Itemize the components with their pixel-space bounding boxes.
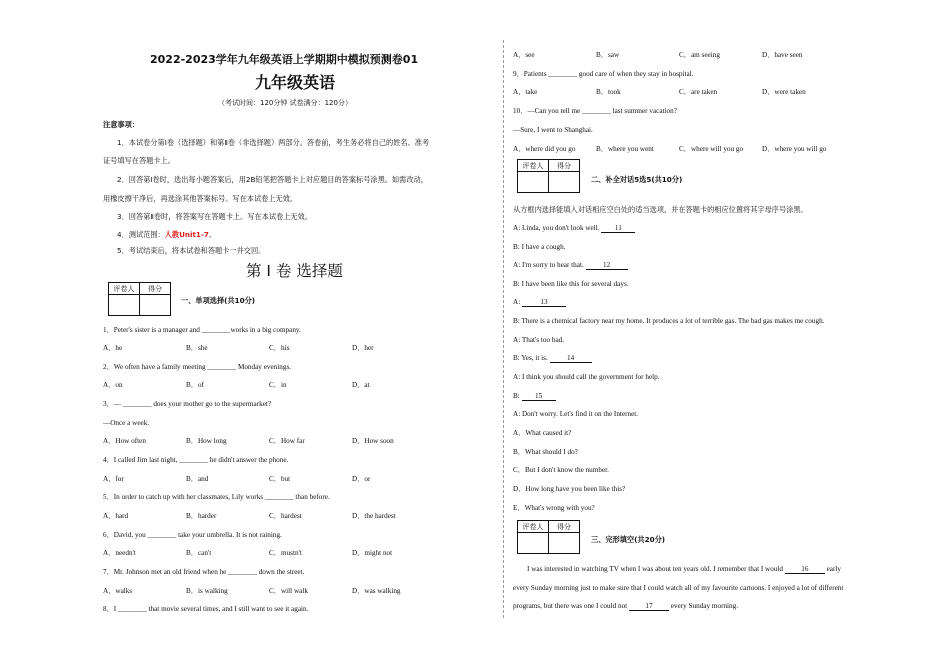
dialog-line-4: B: I have been like this for several days. [513,280,629,288]
question-3-option-c: C．How far [269,437,305,445]
grader-score-cell [549,533,580,554]
question-3-option-d: D．How soon [352,437,394,445]
section-1-heading: 一、单项选择(共10分) [181,296,256,305]
note-4 [117,230,216,239]
dialog-line-8: B: Yes, it is. 14 [513,354,592,363]
question-4-option-b: B．and [186,475,209,483]
note-1a: 1．本试卷分第Ⅰ卷（选择题）和第Ⅱ卷（非选择题）两部分。答卷前，考生务必将自己的姓名、准考 [117,138,430,147]
question-8-stem: 8．I ________ that movie several times, and I still want to see it again. [103,605,309,613]
grader-box-3 [517,520,580,554]
dialog-instructions: 从方框内选择能填入对话相应空白处的适当选项，并在答题卡的相应位置将其字母序号涂黑。 [513,205,808,214]
note-5: 5．考试结束后，将本试卷和答题卡一并交回。 [117,246,266,255]
question-10-stem: 10．—Can you tell me ________ last summer vacation? [513,107,677,115]
question-4-option-a: A．for [103,475,124,483]
question-7-option-b: B．is walking [186,587,228,595]
cloze-line-1: I was interested in watching TV when I was about ten years old. I remember that I would 16 early [527,565,841,573]
question-8-option-c: C．am seeing [679,51,720,59]
question-8-option-b: B．saw [596,51,620,59]
question-7-option-d: D．was walking [352,587,401,595]
dialog-option-e: E．What's wrong with you? [513,504,595,512]
question-2-option-d: D．at [352,381,370,389]
notes-heading: 注意事项： [103,120,139,129]
question-2-option-a: A．on [103,381,123,389]
question-1-option-c: C．his [269,344,290,352]
question-8-option-a: A．see [513,51,535,59]
test-range: 人教Unit1-7 [164,230,209,239]
grader-reviewer-label: 评卷人 [518,521,549,533]
section-2-heading: 二、补全对话5选5(共10分) [591,175,683,184]
question-1-option-a: A．he [103,344,123,352]
question-9-option-a: A．take [513,88,538,96]
question-10-option-c: C．where will you go [679,145,744,153]
question-5-option-a: A．hard [103,512,129,520]
question-2-stem: 2．We often have a family meeting ________ Monday evenings. [103,363,292,371]
grader-box-2 [517,159,580,193]
dialog-option-a: A．What caused it? [513,429,572,437]
grader-score-cell [140,295,171,316]
dialog-line-3: A: I'm sorry to hear that. 12 [513,261,628,270]
subject-title: 九年级英语 [255,73,336,92]
note-3: 3．回答第Ⅱ卷时，将答案写在答题卡上。写在本试卷上无效。 [117,212,312,221]
dialog-line-2: B: I have a cough. [513,243,566,251]
blank-12: 12 [586,261,628,270]
dialog-line-6: B: There is a chemical factory near my home. It produces a lot of terrible gas. The bad gas makes me cough. [513,317,825,325]
grader-reviewer-label: 评卷人 [518,160,549,172]
question-3-response: —Once a week. [103,419,150,427]
question-9-option-d: D．were taken [762,88,806,96]
question-4-option-d: D．or [352,475,371,483]
note-4-suffix: 。 [208,230,217,239]
question-4-option-c: C．but [269,475,291,483]
question-9-option-b: B．took [596,88,621,96]
grader-score-label: 得分 [140,283,171,295]
grader-box-1 [108,282,171,316]
dialog-line-7: A: That's too bad. [513,336,565,344]
question-1-stem: 1．Peter's sister is a manager and ________works in a big company. [103,326,301,334]
note-2a: 2．回答第Ⅰ卷时，选出每小题答案后，用2B铅笔把答题卡上对应题目的答案标号涂黑。如需改动， [117,175,428,184]
note-1b: 证号填写在答题卡上。 [103,156,175,165]
question-7-stem: 7．Mr. Johnson met an old friend when he ________ down the street. [103,568,305,576]
dialog-option-b: B．What should I do? [513,448,578,456]
note-4-prefix: 4．测试范围： [117,230,165,239]
dialog-line-5: A: 13 [513,298,566,307]
question-5-stem: 5．In order to catch up with her classmates, Lily works ________ than before. [103,493,330,501]
question-4-stem: 4．I called Jim last night, ________ he didn't answer the phone. [103,456,289,464]
blank-15: 15 [522,392,556,401]
question-1-option-d: D．her [352,344,374,352]
cloze-line-3: programs, but there was one I could not 17 every Sunday morning. [513,602,739,610]
question-3-option-a: A．How often [103,437,146,445]
blank-16: 16 [785,565,825,574]
question-5-option-d: D．the hardest [352,512,396,520]
question-5-option-c: C．hardest [269,512,302,520]
exam-title-line: 2022-2023学年九年级英语上学期期中模拟预测卷01 [150,53,419,66]
dialog-option-d: D．How long have you been like this? [513,485,626,493]
dialog-line-10: B: 15 [513,392,556,401]
question-10-option-d: D．where you will go [762,145,827,153]
blank-13: 13 [522,298,566,307]
question-10-response: —Sure, I went to Shanghai. [513,126,593,134]
question-6-option-c: C．mustn't [269,549,302,557]
question-3-option-b: B．How long [186,437,227,445]
question-1-option-b: B．she [186,344,208,352]
question-5-option-b: B．harder [186,512,217,520]
question-2-option-c: C．in [269,381,287,389]
grader-reviewer-cell [109,295,140,316]
exam-info: （考试时间：120分钟 试卷满分：120分） [218,99,352,107]
volume-title: 第 I 卷 选择题 [246,262,343,280]
cloze-line-2: every Sunday morning just to make sure that I could watch all of my favourite cartoons. I enjoyed a lot of different [513,584,844,592]
grader-reviewer-cell [518,172,549,193]
grader-score-label: 得分 [549,160,580,172]
grader-score-label: 得分 [549,521,580,533]
dialog-option-c: C．But I don't know the number. [513,466,609,474]
question-10-option-a: A．where did you go [513,145,576,153]
dialog-line-11: A: Don't worry. Let's find it on the Internet. [513,410,639,418]
question-6-stem: 6．David, you ________ take your umbrella. It is not raining. [103,531,282,539]
question-2-option-b: B．of [186,381,204,389]
section-3-heading: 三、完形填空(共20分) [591,535,666,544]
question-6-option-d: D．might not [352,549,393,557]
note-2b: 用橡皮擦干净后，再选涂其他答案标号。写在本试卷上无效。 [103,194,298,203]
blank-14: 14 [550,354,592,363]
question-7-option-c: C．will walk [269,587,308,595]
question-6-option-b: B．can't [186,549,212,557]
question-9-option-c: C．are taken [679,88,718,96]
question-7-option-a: A．walks [103,587,133,595]
blank-11: 11 [601,224,635,233]
dialog-line-1: A: Linda, you don't look well. 11 [513,224,635,233]
question-8-option-d: D．have seen [762,51,803,59]
dialog-line-9: A: I think you should call the government for help. [513,373,660,381]
column-divider [503,40,504,618]
question-3-stem: 3．— ________ does your mother go to the supermarket? [103,400,272,408]
blank-17: 17 [629,602,669,611]
grader-reviewer-label: 评卷人 [109,283,140,295]
question-6-option-a: A．needn't [103,549,136,557]
question-9-stem: 9．Patients ________ good care of when they stay in hospital. [513,70,694,78]
grader-reviewer-cell [518,533,549,554]
grader-score-cell [549,172,580,193]
question-10-option-b: B．where you went [596,145,654,153]
